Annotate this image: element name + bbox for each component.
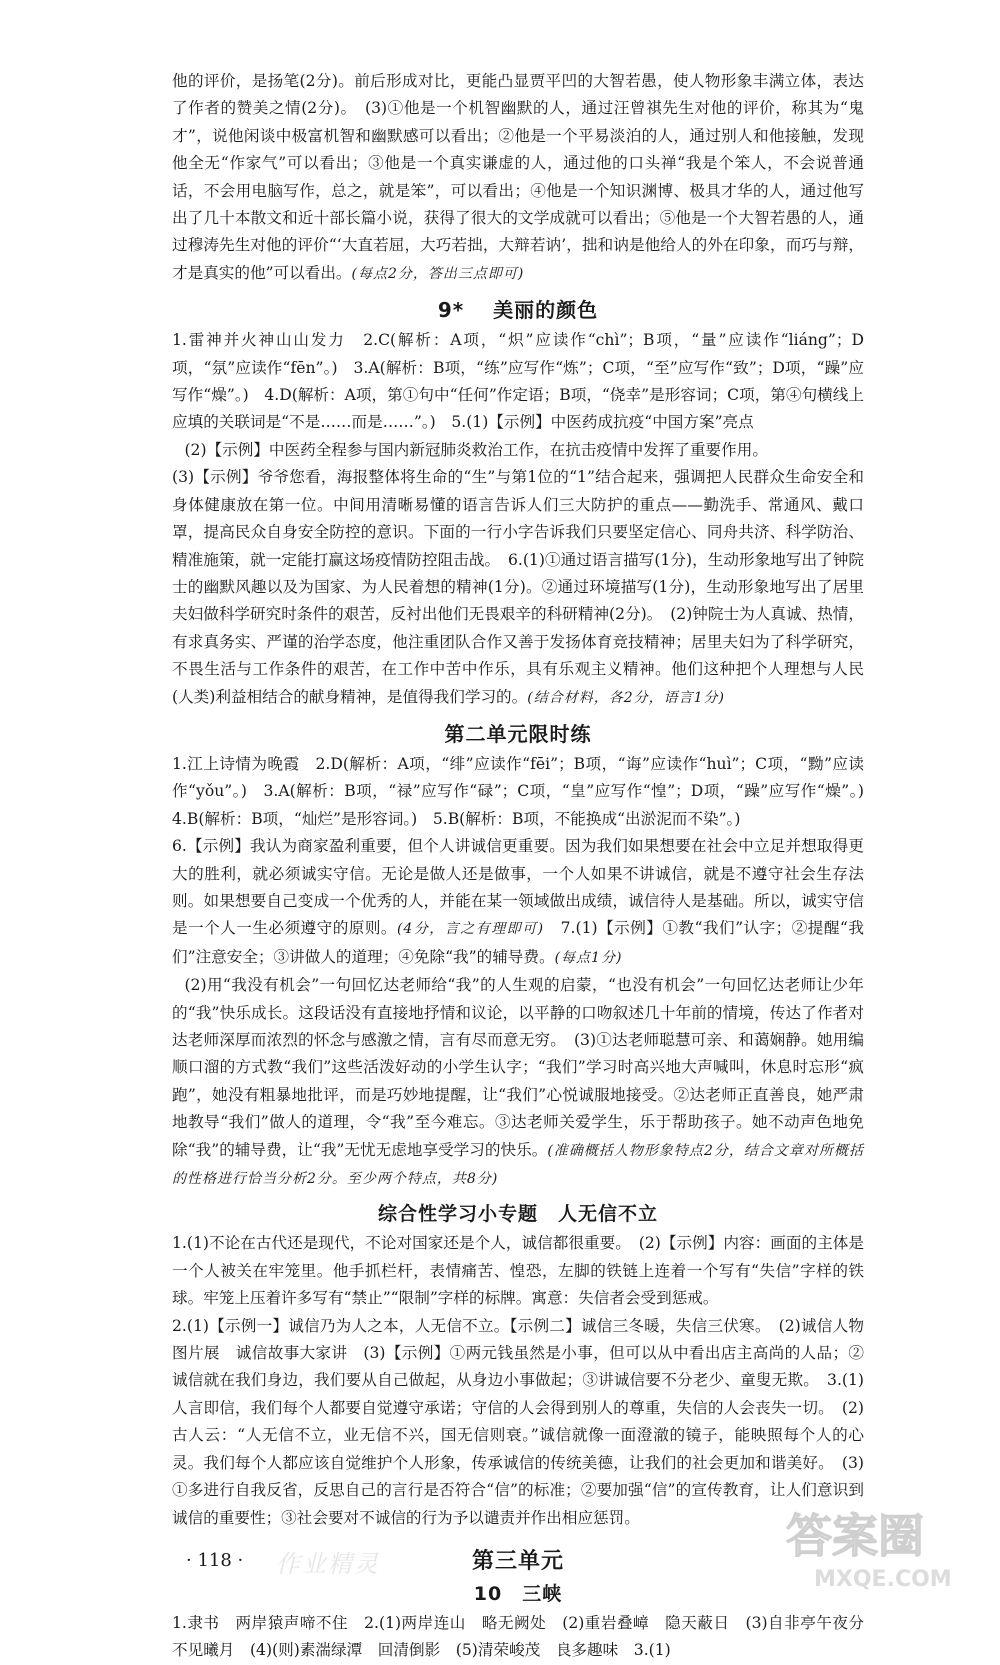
unit2-paragraph-2: 6.【示例】我认为商家盈利重要，但个人讲诚信更重要。因为我们如果想要在社会中立足并想取得更大的胜利，就必须诚实守信。无论是做人还是做事，一个人如果不讲诚信，就是不遵守社会生存法则。如果想要自己变成一个优秀的人，并能在某一领域做出成绩，诚信待人是基础。所以，诚实守信是一个人一生必须遵守的原则。(4分，言之有理即可) 7.(1)【示例】①教“我们”认字；②提醒“我们”注意安全；③讲做人的道理；④免除“我”的辅导费。(每点1分) <box>172 837 864 966</box>
site-watermark <box>780 1506 976 1592</box>
score-note: (4分，言之有理即可) <box>396 921 545 938</box>
page-number: · 118 · <box>186 1550 244 1571</box>
stamp-watermark: 作业精灵 <box>276 1550 380 1578</box>
answer-column <box>172 68 880 1665</box>
score-note: (每点2分，答出三点即可) <box>351 265 525 282</box>
special-topic-title: 综合性学习小专题 人无信不立 <box>377 1203 658 1226</box>
section-title-9: 9* 美丽的颜色 <box>437 298 599 323</box>
score-note: (准确概括人物形象特点2分，结合文章对所概括的性格进行恰当分析2分。至少两个特点，共8分) <box>172 1142 864 1188</box>
sec9-paragraph-1: 1.雷神并火神山山发力 2.C(解析：A项，“炽”应读作“chì”；B项，“量”应读作“liáng”；D项，“氛”应读作“fēn”。) 3.A(解析：B项，“练”应写作“炼”；C项，“至”应写作“致”；D项，“躁”应写作“燥”。) 4.D(解析：A项，第①句中“任何”作定语；B项，“侥幸”是形容词；C项，第④句横线上应填的关联词是“不是……而是……”。) 5.(1)【示例】中医药成抗疫“中国方案”亮点 <box>172 331 864 432</box>
watermark-text: 答案圈 <box>786 1509 924 1563</box>
sec9-paragraph-2: (2)【示例】中医药全程参与国内新冠肺炎救治工作，在抗击疫情中发挥了重要作用。 <box>184 440 768 459</box>
unit3-paragraph-1: 1.隶书 两岸猿声啼不住 2.(1)两岸连山 略无阙处 (2)重岩叠嶂 隐天蔽日 (3)自非亭午夜分 不见曦月 (4)(则)素湍绿潭 回清倒影 (5)清荣峻茂 良多趣味 3.(1) <box>172 1613 880 1660</box>
unit2-paragraph-3: (2)用“我没有机会”一句回忆达老师给“我”的人生观的启蒙，“也没有机会”一句回忆达老师让少年的“我”快乐成长。这段话没有直接地抒情和议论，以平静的口吻叙述几十年前的情境，传达了作者对达老师深厚而浓烈的怀念与感激之情，言有尽而意无穷。 (3)①达老师聪慧可亲、和蔼娴静。她用编顺口溜的方式教“我们”这些活泼好动的小学生认字；“我们”学习时高兴地大声喊叫，休息时忘形“疯跑”，她没有粗暴地批评，而是巧妙地提醒，让“我们”心悦诚服地接受。②达老师正直善良，她严肃地教导“我们”做人的道理，令“我”至今难忘。③达老师关爱学生，乐于帮助孩子。她不动声色地免除“我”的辅导费，让“我”无忧无虑地享受学习的快乐。(准确概括人物形象特点2分，结合文章对所概括的性格进行恰当分析2分。至少两个特点，共8分) <box>172 976 864 1188</box>
score-note: (结合材料，各2分，语言1分) <box>527 689 725 706</box>
special-paragraph-2: 2.(1)【示例一】诚信乃为人之本，人无信不立。【示例二】诚信三冬暖，失信三伏寒。 (2)诚信人物图片展 诚信故事大家讲 (3)【示例】①两元钱虽然是小事，但可以从中看出店主高尚的人品；②诚信就在我们身边，我们要从自己做起，从身边小事做起；③讲诚信要不分老少、童叟无欺。 3.(1)人言即信，我们每个人都要自觉遵守承诺；守信的人会得到别人的尊重，失信的人会丧失一切。 (2)古人云：“人无信不立，业无信不兴，国无信则衰。”诚信就像一面澄澈的镜子，能映照每个人的心灵。我们每个人都应该自觉维护个人形象，传承诚信的传统美德，让我们的社会更加和谐美好。 (3)①多进行自我反省，反思自己的言行是否符合“信”的标准；②要加强“信”的宣传教育，让人们意识到诚信的重要性；③社会要对不诚信的行为予以谴责并作出相应惩罚。 <box>172 1316 864 1527</box>
sec9-paragraph-3: (3)【示例】爷爷您看，海报整体将生命的“生”与第1位的“1”结合起来，强调把人民群众生命安全和身体健康放在第一位。中间用清晰易懂的语言告诉人们三大防护的重点——勤洗手、常通风、戴口罩，提高民众自身安全防控的意识。下面的一行小字告诉我们只要坚定信心、同舟共济、科学防治、精准施策，就一定能打赢这场疫情防控阻击战。 6.(1)①通过语言描写(1分)，生动形象地写出了钟院士的幽默风趣以及为国家、为人民着想的精神(1分)。②通过环境描写(1分)，生动形象地写出了居里夫妇做科学研究时条件的艰苦，反衬出他们无畏艰辛的科研精神(2分)。 (2)钟院士为人真诚、热情，有求真务实、严谨的治学态度，他注重团队合作又善于发扬体育竞技精神；居里夫妇为了科学研究，不畏生活与工作条件的艰苦，在工作中苦中作乐，具有乐观主义精神。他们这种把个人理想与人民(人类)利益相结合的献身精神，是值得我们学习的。(结合材料，各2分，语言1分) <box>172 468 864 706</box>
score-note: (每点1分) <box>554 949 623 966</box>
lesson-title-10: 10 三峡 <box>473 1582 563 1605</box>
unit2-paragraph-1: 1.江上诗情为晚霞 2.D(解析：A项，“绯”应读作“fēi”；B项，“诲”应读作“huì”；C项，“黝”应读作“yǒu”。) 3.A(解析：B项，“禄”应写作“碌”；C项，“皇”应写作“惶”；D项，“躁”应写作“燥”。) 4.B(解析：B项，“灿烂”是形容词。) 5.B(解析：B项，不能换成“出淤泥而不染”。) <box>172 754 880 828</box>
special-paragraph-1: 1.(1)不论在古代还是现代，不论对国家还是个人，诚信都很重要。 (2)【示例】内容：画面的主体是一个人被关在牢笼里。他手抓栏杆，表情痛苦、惶恐，左脚的铁链上连着一个写有“失信”字样的铁球。牢笼上压着许多写有“禁止”“限制”字样的标牌。寓意：失信者会受到惩戒。 <box>172 1234 864 1308</box>
unit2-title: 第二单元限时练 <box>444 721 592 746</box>
unit3-title: 第三单元 <box>471 1548 564 1574</box>
watermark-url: MXQE.COM <box>814 1567 952 1592</box>
intro-paragraph: 他的评价，是扬笔(2分)。前后形成对比，更能凸显贾平凹的大智若愚，使人物形象丰满立体，表达了作者的赞美之情(2分)。 (3)①他是一个机智幽默的人，通过汪曾祺先生对他的评价，称其为“鬼才”，说他闲谈中极富机智和幽默感可以看出；②他是一个平易淡泊的人，通过别人和他接触，发现他全无“作家气”可以看出；③他是一个真实谦虚的人，通过他的口头禅“我是个笨人，不会说普通话，不会用电脑写作，总之，就是笨”，可以看出；④他是一个知识渊博、极具才华的人，通过他写出了几十本散文和近十部长篇小说，获得了很大的文学成就可以看出；⑤他是一个大智若愚的人，通过穆涛先生对他的评价“‘大直若屈，大巧若拙，大辩若讷’，拙和讷是他给人的外在印象，而巧与辩，才是真实的他”可以看出。(每点2分，答出三点即可) <box>172 72 864 282</box>
